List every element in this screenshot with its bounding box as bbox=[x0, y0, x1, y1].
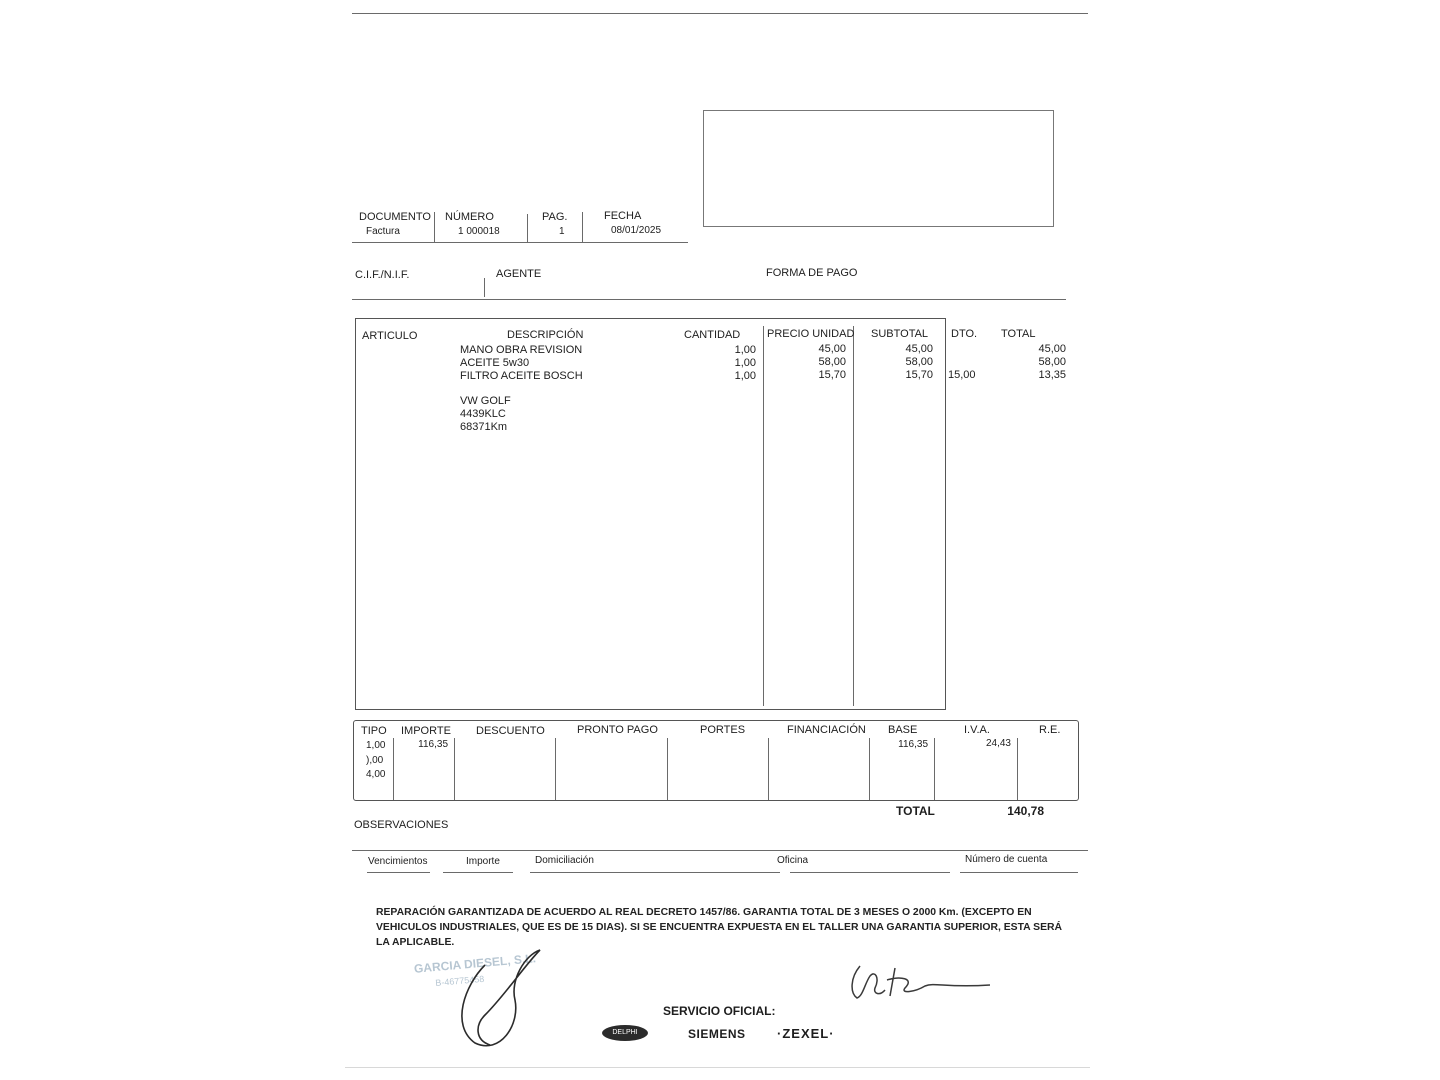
item-subtotal: 58,00 bbox=[905, 356, 933, 368]
item-subtotal: 45,00 bbox=[905, 343, 933, 355]
delphi-logo bbox=[602, 1025, 648, 1041]
sum-importe-value: 116,35 bbox=[418, 739, 448, 750]
item-unit-price: 45,00 bbox=[818, 343, 846, 355]
payment-rule bbox=[367, 872, 430, 873]
agente-label: AGENTE bbox=[496, 268, 542, 280]
payment-rule bbox=[960, 872, 1078, 873]
header-divider bbox=[434, 212, 435, 242]
vehicle-note: 68371Km bbox=[460, 421, 508, 433]
sum-importe-header: IMPORTE bbox=[401, 725, 451, 737]
observaciones-rule bbox=[352, 850, 1088, 851]
summary-divider bbox=[1017, 738, 1018, 800]
header-divider bbox=[527, 214, 528, 242]
forma-pago-label: FORMA DE PAGO bbox=[766, 267, 858, 279]
pag-label: PAG. bbox=[542, 211, 568, 223]
summary-divider bbox=[393, 738, 394, 800]
cif-label: C.I.F./N.I.F. bbox=[355, 269, 410, 281]
item-unit-price: 15,70 bbox=[818, 369, 846, 381]
sum-pronto-pago-header: PRONTO PAGO bbox=[577, 724, 658, 736]
item-discount: 15,00 bbox=[948, 369, 976, 381]
handwritten-mark bbox=[445, 945, 555, 1055]
warranty-line: VEHICULOS INDUSTRIALES, QUE ES DE 15 DIAS). SI SE ENCUENTRA EXPUESTA EN EL TALLER UNA GARANTIA SUPERIOR, ESTA SERÁ bbox=[376, 922, 1063, 933]
importe-label: Importe bbox=[466, 856, 500, 867]
top-rule bbox=[352, 13, 1088, 14]
col-precio-unidad: PRECIO UNIDAD bbox=[767, 328, 855, 340]
item-quantity: 1,00 bbox=[734, 370, 756, 382]
sum-tipo-value: ),00 bbox=[366, 755, 384, 766]
sum-iva-value: 24,43 bbox=[985, 738, 1011, 749]
item-description: FILTRO ACEITE BOSCH bbox=[460, 370, 583, 382]
pag-value: 1 bbox=[559, 226, 565, 237]
cif-rule bbox=[352, 299, 1066, 300]
summary-divider bbox=[454, 738, 455, 800]
item-quantity: 1,00 bbox=[734, 357, 756, 369]
summary-divider bbox=[667, 738, 668, 800]
header-divider bbox=[582, 212, 583, 242]
observaciones-label: OBSERVACIONES bbox=[354, 819, 449, 831]
signature bbox=[845, 958, 995, 1003]
item-description: ACEITE 5w30 bbox=[460, 357, 530, 369]
domiciliacion-label: Domiciliación bbox=[535, 855, 594, 866]
sum-tipo-value: 1,00 bbox=[366, 740, 386, 751]
item-total: 58,00 bbox=[1038, 356, 1066, 368]
col-articulo: ARTICULO bbox=[362, 330, 418, 342]
warranty-text bbox=[376, 905, 1062, 950]
line-items-divider bbox=[853, 326, 854, 706]
col-descripcion: DESCRIPCIÓN bbox=[507, 329, 584, 341]
warranty-line: REPARACIÓN GARANTIZADA DE ACUERDO AL REAL DECRETO 1457/86. GARANTIA TOTAL DE 3 MESES O 2000 Km. (EXCEPTO EN bbox=[376, 907, 1032, 918]
total-value: 140,78 bbox=[1007, 804, 1044, 818]
fecha-label: FECHA bbox=[604, 210, 642, 222]
payment-rule bbox=[790, 872, 950, 873]
payment-rule bbox=[443, 872, 513, 873]
sum-base-value: 116,35 bbox=[898, 739, 928, 750]
siemens-logo: SIEMENS bbox=[688, 1027, 746, 1041]
item-description: MANO OBRA REVISION bbox=[460, 344, 583, 356]
item-total: 45,00 bbox=[1038, 343, 1066, 355]
numero-cuenta-label: Número de cuenta bbox=[965, 854, 1048, 865]
vehicle-note: VW GOLF bbox=[460, 395, 511, 407]
col-subtotal: SUBTOTAL bbox=[871, 328, 929, 340]
sum-portes-header: PORTES bbox=[700, 724, 746, 736]
numero-label: NÚMERO bbox=[445, 211, 494, 223]
summary-divider bbox=[768, 738, 769, 800]
bottom-edge bbox=[345, 1067, 1090, 1068]
total-label: TOTAL bbox=[896, 804, 935, 818]
sum-base-header: BASE bbox=[888, 724, 918, 736]
sum-financiacion-header: FINANCIACIÓN bbox=[787, 724, 866, 736]
sum-re-header: R.E. bbox=[1039, 724, 1061, 736]
item-total: 13,35 bbox=[1038, 369, 1066, 381]
address-box bbox=[703, 110, 1054, 227]
item-unit-price: 58,00 bbox=[818, 356, 846, 368]
summary-divider bbox=[869, 738, 870, 800]
summary-divider bbox=[555, 738, 556, 800]
col-cantidad: CANTIDAD bbox=[684, 329, 741, 341]
vehicle-note: 4439KLC bbox=[460, 408, 506, 420]
warranty-line: LA APLICABLE. bbox=[376, 937, 455, 948]
numero-value: 1 000018 bbox=[458, 226, 500, 237]
zexel-logo: ·ZEXEL· bbox=[777, 1026, 835, 1041]
header-rule bbox=[352, 242, 688, 243]
servicio-oficial-label: SERVICIO OFICIAL: bbox=[663, 1004, 776, 1018]
cif-divider bbox=[484, 278, 485, 297]
summary-divider bbox=[934, 738, 935, 800]
line-items-divider bbox=[763, 326, 764, 706]
sum-tipo-value: 4,00 bbox=[366, 769, 386, 780]
documento-label: DOCUMENTO bbox=[359, 211, 431, 223]
documento-value: Factura bbox=[366, 226, 400, 237]
sum-iva-header: I.V.A. bbox=[964, 724, 990, 736]
payment-rule bbox=[530, 872, 780, 873]
stamp-company-name: GARCIA DIESEL, S.L. bbox=[413, 951, 537, 976]
vencimientos-label: Vencimientos bbox=[368, 856, 428, 867]
sum-descuento-header: DESCUENTO bbox=[476, 725, 545, 737]
stamp-tax-id: B-46775458 bbox=[434, 973, 485, 989]
item-quantity: 1,00 bbox=[734, 344, 756, 356]
sum-tipo-header: TIPO bbox=[361, 725, 387, 737]
line-items-box bbox=[355, 318, 946, 710]
col-dto: DTO. bbox=[951, 328, 978, 340]
col-total: TOTAL bbox=[1001, 328, 1036, 340]
delphi-logo-text: DELPHI bbox=[612, 1029, 638, 1036]
item-subtotal: 15,70 bbox=[905, 369, 933, 381]
fecha-value: 08/01/2025 bbox=[611, 225, 662, 236]
oficina-label: Oficina bbox=[777, 855, 809, 866]
